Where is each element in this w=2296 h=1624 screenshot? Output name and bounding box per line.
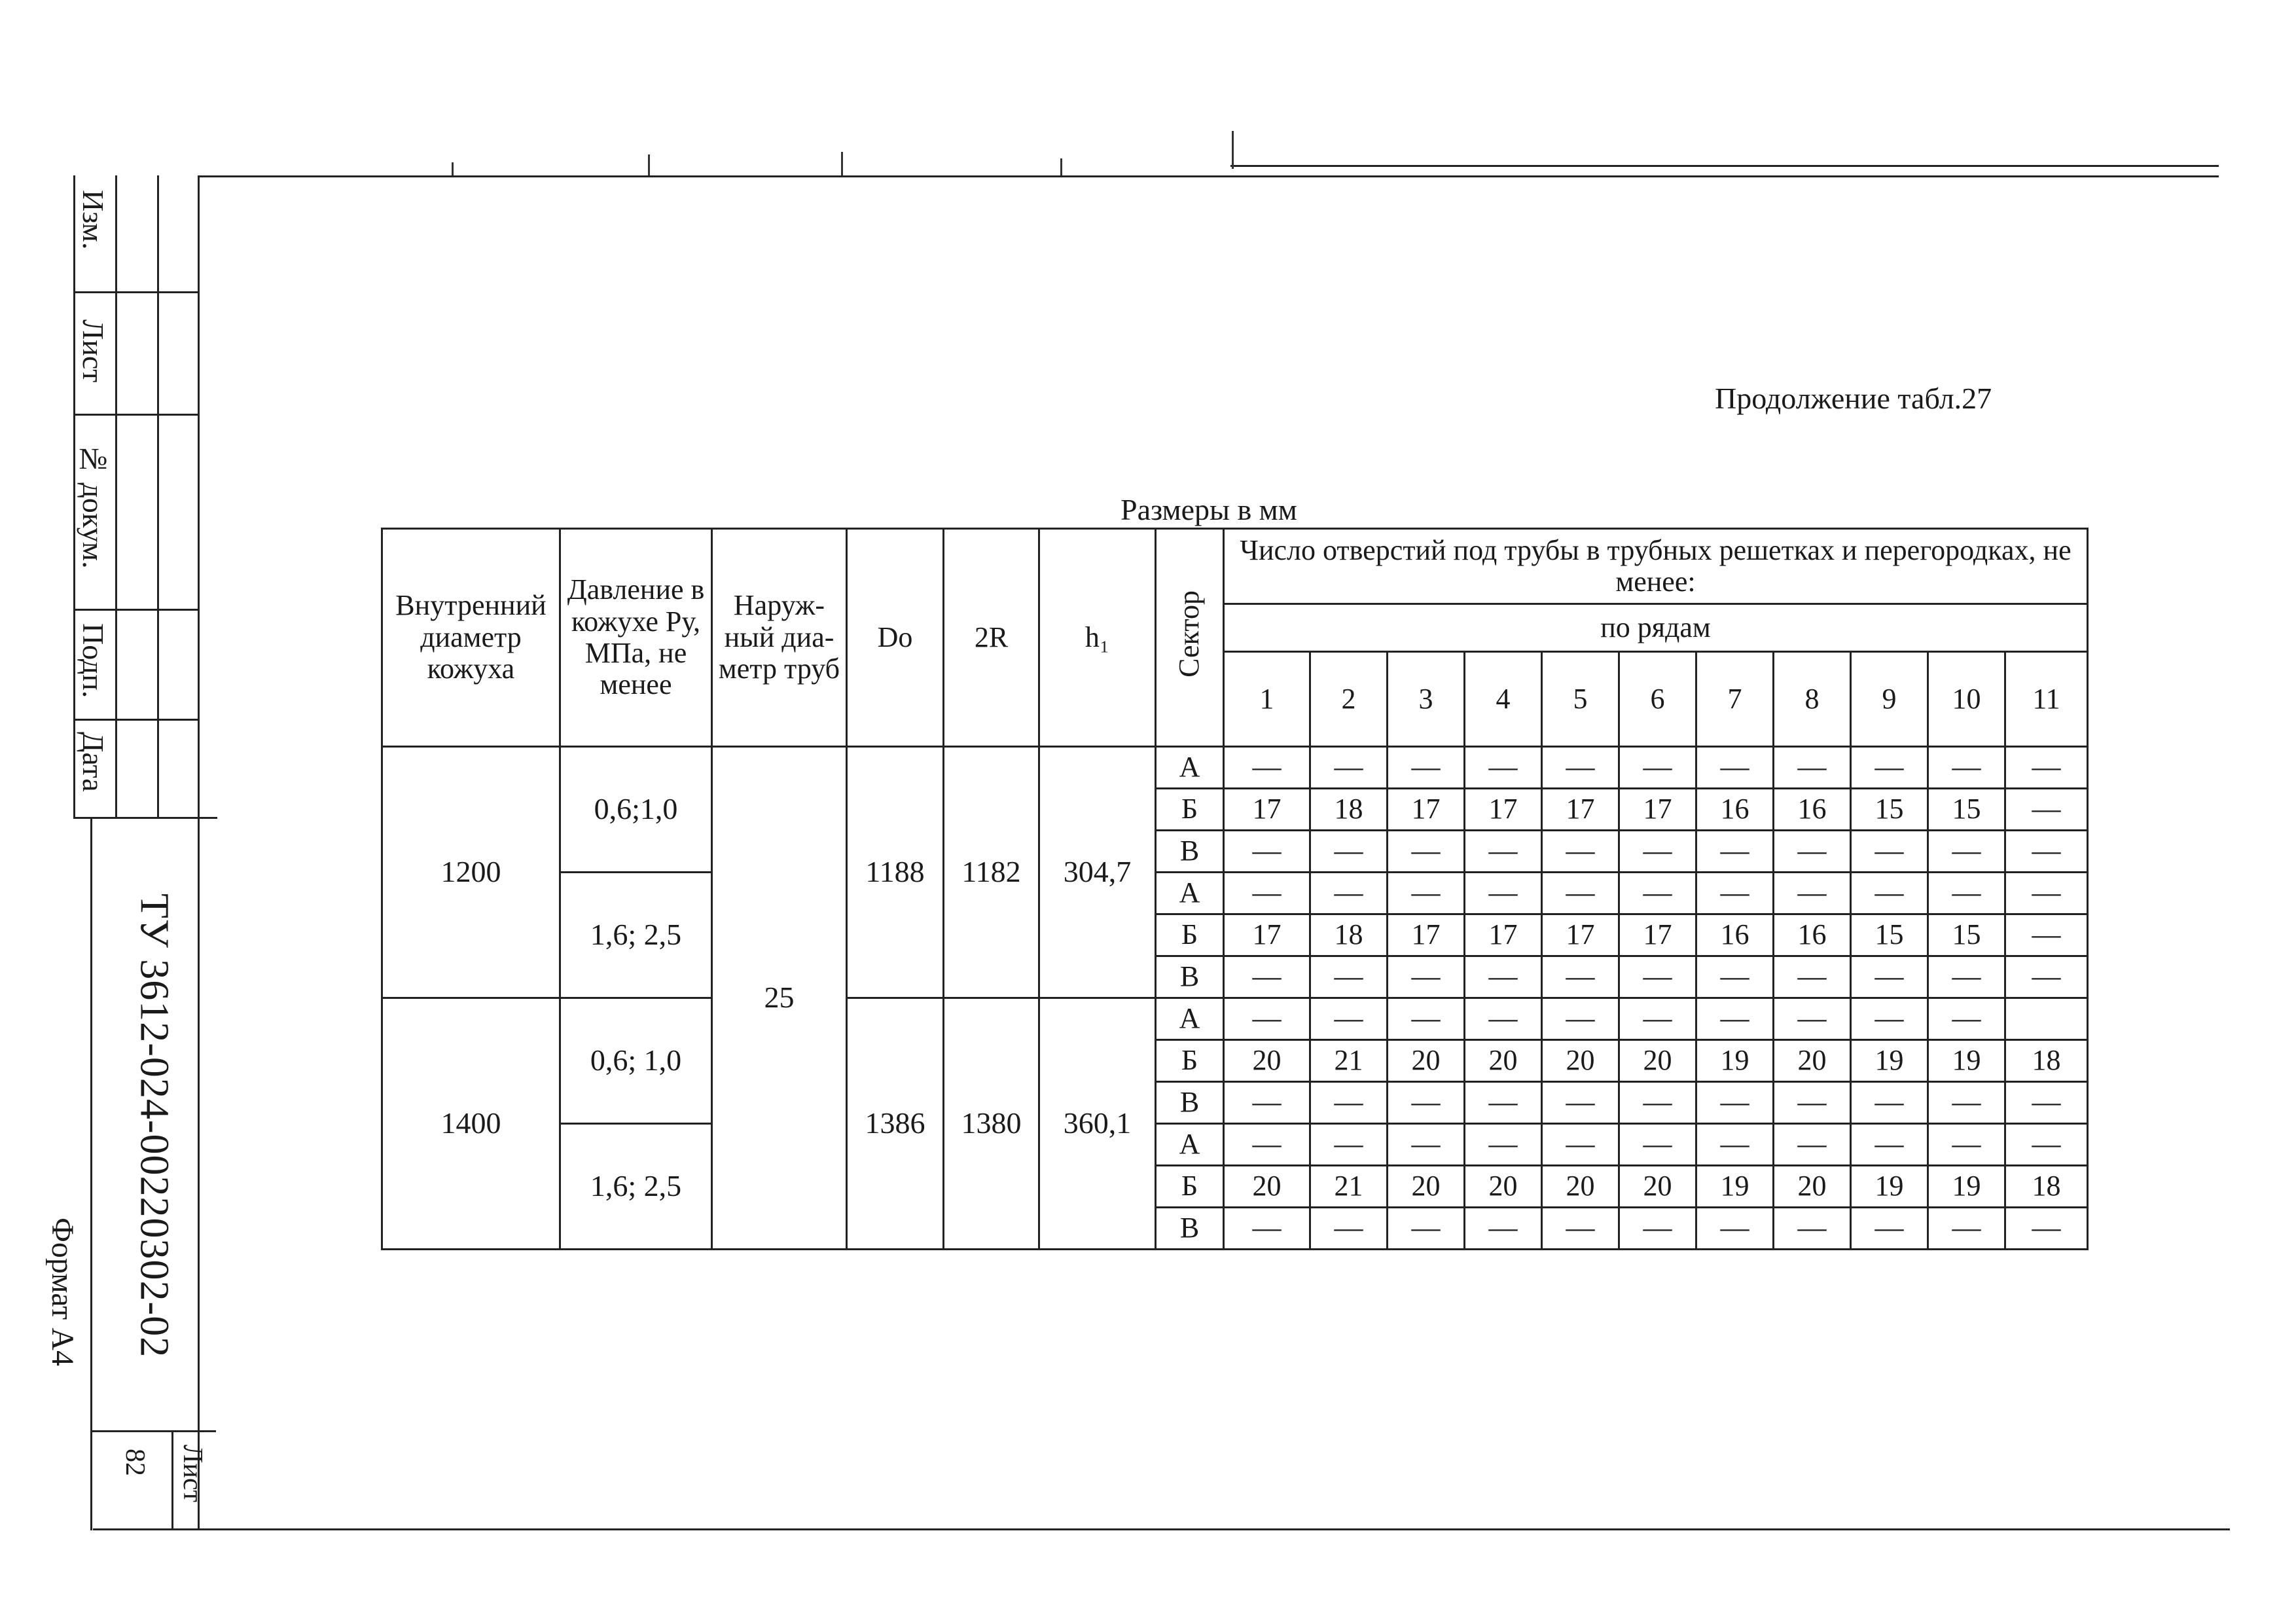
- cell-hole-count: 15: [1851, 914, 1928, 956]
- cell-hole-count: 17: [1465, 914, 1542, 956]
- cell-hole-count: —: [1542, 873, 1619, 914]
- cell-hole-count: —: [1465, 831, 1542, 873]
- cell-hole-count: —: [1696, 747, 1774, 789]
- stamp-row-sep: [73, 414, 198, 416]
- stamp-inner-col: [115, 175, 117, 817]
- cell-hole-count: —: [1465, 1208, 1542, 1250]
- cell-hole-count: —: [1928, 831, 2005, 873]
- cell-hole-count: 17: [1388, 914, 1465, 956]
- stamp-data-label: Дата: [77, 732, 110, 792]
- cell-hole-count: —: [1310, 747, 1388, 789]
- cell-hole-count: —: [1774, 873, 1851, 914]
- cell-hole-count: —: [1619, 873, 1696, 914]
- cell-hole-count: —: [1388, 998, 1465, 1040]
- cell-h1: 360,1: [1039, 998, 1156, 1250]
- table-continuation-caption: Продолжение табл.27: [1715, 382, 1992, 415]
- cell-sector: В: [1156, 1082, 1224, 1124]
- stamp-outer-left: [73, 175, 75, 817]
- cell-hole-count: —: [1851, 747, 1928, 789]
- cell-hole-count: 19: [1696, 1040, 1774, 1082]
- header-row-number: 9: [1851, 652, 1928, 747]
- cell-hole-count: —: [1465, 873, 1542, 914]
- cell-hole-count: —: [1696, 831, 1774, 873]
- frame-top-line-right: [1230, 165, 2219, 167]
- cell-hole-count: 15: [1928, 789, 2005, 831]
- header-row-number: 1: [1224, 652, 1310, 747]
- cell-hole-count: —: [1619, 1124, 1696, 1166]
- cell-hole-count: 15: [1928, 914, 2005, 956]
- spec-table: [381, 528, 2089, 1250]
- cell-hole-count: —: [1465, 747, 1542, 789]
- cell-hole-count: —: [1310, 998, 1388, 1040]
- cell-hole-count: 20: [1542, 1166, 1619, 1208]
- cell-hole-count: 20: [1465, 1040, 1542, 1082]
- cell-hole-count: 17: [1542, 789, 1619, 831]
- stamp-row-sep: [73, 719, 198, 721]
- cell-hole-count: —: [1928, 956, 2005, 998]
- header-row-number: 7: [1696, 652, 1774, 747]
- stamp-doc-label: № докум.: [77, 442, 110, 569]
- cell-hole-count: —: [1928, 1208, 2005, 1250]
- stamp-izm-label: Изм.: [77, 190, 110, 250]
- header-h1: h₁: [1039, 529, 1156, 747]
- top-tick: [452, 162, 454, 175]
- cell-hole-count: —: [1851, 1208, 1928, 1250]
- cell-hole-count: —: [1224, 831, 1310, 873]
- cell-hole-count: —: [2005, 789, 2088, 831]
- cell-hole-count: 19: [1851, 1166, 1928, 1208]
- stamp-cell-izm: [76, 190, 111, 253]
- cell-hole-count: —: [1619, 1082, 1696, 1124]
- cell-hole-count: —: [1619, 998, 1696, 1040]
- cell-hole-count: —: [1696, 956, 1774, 998]
- cell-hole-count: 20: [1619, 1166, 1696, 1208]
- top-tick: [1060, 158, 1062, 175]
- cell-hole-count: —: [1388, 956, 1465, 998]
- cell-hole-count: —: [1388, 873, 1465, 914]
- cell-hole-count: 19: [1851, 1040, 1928, 1082]
- cell-hole-count: 20: [1774, 1166, 1851, 1208]
- cell-inner-diameter: 1200: [382, 747, 560, 998]
- cell-sector: Б: [1156, 914, 1224, 956]
- cell-hole-count: —: [1310, 956, 1388, 998]
- cell-hole-count: —: [1774, 998, 1851, 1040]
- cell-hole-count: 18: [2005, 1166, 2088, 1208]
- header-row-number: 5: [1542, 652, 1619, 747]
- cell-hole-count: —: [1696, 1082, 1774, 1124]
- cell-hole-count: —: [1851, 998, 1928, 1040]
- cell-sector: Б: [1156, 789, 1224, 831]
- cell-hole-count: —: [1928, 873, 2005, 914]
- cell-hole-count: —: [1542, 998, 1619, 1040]
- header-row-number: 2: [1310, 652, 1388, 747]
- cell-hole-count: —: [2005, 747, 2088, 789]
- cell-hole-count: —: [1388, 1082, 1465, 1124]
- cell-hole-count: —: [1696, 1124, 1774, 1166]
- cell-hole-count: —: [1928, 747, 2005, 789]
- cell-hole-count: —: [1619, 747, 1696, 789]
- cell-hole-count: —: [1465, 1124, 1542, 1166]
- cell-pressure: 0,6;1,0: [560, 747, 712, 873]
- units-caption: Размеры в мм: [1121, 493, 1297, 526]
- header-by-rows: по рядам: [1224, 604, 2088, 652]
- cell-hole-count: —: [1542, 831, 1619, 873]
- table-row: [382, 998, 2088, 1040]
- cell-hole-count: 20: [1619, 1040, 1696, 1082]
- cell-do: 1188: [847, 747, 944, 998]
- top-tick: [1232, 131, 1234, 169]
- cell-hole-count: —: [1542, 1124, 1619, 1166]
- cell-hole-count: —: [1696, 1208, 1774, 1250]
- cell-sector: В: [1156, 956, 1224, 998]
- table-header: [382, 529, 2088, 747]
- cell-hole-count: 19: [1696, 1166, 1774, 1208]
- format-label: Формат А4: [45, 1218, 80, 1366]
- cell-hole-count: —: [1696, 998, 1774, 1040]
- cell-hole-count: 17: [1224, 914, 1310, 956]
- cell-hole-count: —: [1696, 873, 1774, 914]
- cell-hole-count: —: [1224, 998, 1310, 1040]
- frame-top-line: [198, 175, 2219, 177]
- cell-hole-count: —: [1774, 747, 1851, 789]
- table-row: [382, 747, 2088, 789]
- document-code: ТУ 3612-024-00220302-02: [132, 893, 177, 1358]
- cell-pressure: 1,6; 2,5: [560, 1124, 712, 1250]
- header-sector: [1156, 529, 1224, 747]
- cell-sector: А: [1156, 873, 1224, 914]
- cell-hole-count: 17: [1619, 914, 1696, 956]
- frame-bottom-line: [93, 1528, 2230, 1530]
- cell-hole-count: 21: [1310, 1040, 1388, 1082]
- sheet-number: 82: [120, 1449, 150, 1476]
- cell-hole-count: —: [1465, 1082, 1542, 1124]
- header-row-number: 4: [1465, 652, 1542, 747]
- cell-hole-count: —: [1310, 873, 1388, 914]
- stamp-row-sep: [73, 291, 198, 293]
- cell-hole-count: —: [1928, 1124, 2005, 1166]
- header-pressure: Давление в кожухе Ру, МПа, не менее: [560, 529, 712, 747]
- cell-hole-count: —: [1542, 956, 1619, 998]
- cell-hole-count: —: [1388, 831, 1465, 873]
- cell-hole-count: 18: [1310, 789, 1388, 831]
- cell-hole-count: —: [1542, 1208, 1619, 1250]
- cell-sector: Б: [1156, 1166, 1224, 1208]
- header-row-number: 8: [1774, 652, 1851, 747]
- cell-hole-count: 20: [1774, 1040, 1851, 1082]
- cell-hole-count: —: [1774, 1208, 1851, 1250]
- cell-hole-count: —: [1619, 1208, 1696, 1250]
- cell-hole-count: —: [1774, 831, 1851, 873]
- cell-hole-count: —: [1619, 956, 1696, 998]
- cell-hole-count: —: [1465, 998, 1542, 1040]
- cell-hole-count: 20: [1224, 1040, 1310, 1082]
- cell-hole-count: 19: [1928, 1166, 2005, 1208]
- header-sector-text: Сектор: [1173, 590, 1206, 678]
- cell-hole-count: —: [2005, 873, 2088, 914]
- cell-hole-count: —: [1851, 1124, 1928, 1166]
- document-code-block: [92, 818, 216, 1434]
- cell-hole-count: —: [1310, 1208, 1388, 1250]
- cell-hole-count: —: [1928, 998, 2005, 1040]
- cell-inner-diameter: 1400: [382, 998, 560, 1250]
- cell-hole-count: —: [1542, 1082, 1619, 1124]
- cell-hole-count: 20: [1465, 1166, 1542, 1208]
- cell-hole-count: 17: [1542, 914, 1619, 956]
- cell-hole-count: —: [1224, 956, 1310, 998]
- format-label-block: [45, 1218, 81, 1369]
- cell-hole-count: —: [1774, 1082, 1851, 1124]
- cell-hole-count: 20: [1388, 1040, 1465, 1082]
- cell-hole-count: 18: [1310, 914, 1388, 956]
- cell-hole-count: —: [1851, 956, 1928, 998]
- cell-hole-count: 20: [1388, 1166, 1465, 1208]
- header-2r: 2R: [944, 529, 1039, 747]
- cell-hole-count: —: [1224, 747, 1310, 789]
- cell-hole-count: —: [1224, 1082, 1310, 1124]
- cell-hole-count: —: [1388, 1124, 1465, 1166]
- cell-hole-count: —: [1224, 1208, 1310, 1250]
- header-row-number: 10: [1928, 652, 2005, 747]
- cell-hole-count: —: [1310, 831, 1388, 873]
- cell-hole-count: 17: [1388, 789, 1465, 831]
- stamp-row-sep: [73, 609, 198, 611]
- cell-hole-count: —: [1851, 831, 1928, 873]
- header-holes: Число отверстий под трубы в трубных решетках и перегородках, не менее:: [1224, 529, 2088, 604]
- cell-sector: А: [1156, 998, 1224, 1040]
- stamp-cell-list: [76, 319, 111, 386]
- stamp-list-label: Лист: [77, 319, 110, 383]
- header-row-number: 3: [1388, 652, 1465, 747]
- cell-hole-count: —: [1851, 873, 1928, 914]
- header-row-number: 11: [2005, 652, 2088, 747]
- cell-hole-count: —: [1310, 1124, 1388, 1166]
- cell-hole-count: —: [1774, 1124, 1851, 1166]
- cell-two-r: 1380: [944, 998, 1039, 1250]
- cell-hole-count: —: [1851, 1082, 1928, 1124]
- cell-hole-count: —: [2005, 1082, 2088, 1124]
- cell-hole-count: 17: [1465, 789, 1542, 831]
- cell-hole-count: —: [2005, 831, 2088, 873]
- top-tick: [841, 152, 843, 175]
- cell-hole-count: 21: [1310, 1166, 1388, 1208]
- header-outer-diameter: Наруж-ный диа-метр труб: [712, 529, 847, 747]
- cell-hole-count: 15: [1851, 789, 1928, 831]
- cell-hole-count: —: [1388, 747, 1465, 789]
- cell-sector: Б: [1156, 1040, 1224, 1082]
- cell-hole-count: 16: [1774, 914, 1851, 956]
- table-row: [382, 1124, 2088, 1166]
- cell-hole-count: —: [2005, 1124, 2088, 1166]
- cell-hole-count: —: [1388, 1208, 1465, 1250]
- cell-hole-count: 17: [1619, 789, 1696, 831]
- stamp-cell-data: [76, 732, 111, 795]
- cell-hole-count: —: [1224, 873, 1310, 914]
- stamp-cell-podp: [76, 623, 111, 701]
- cell-hole-count: 20: [1542, 1040, 1619, 1082]
- cell-sector: А: [1156, 1124, 1224, 1166]
- cell-hole-count: —: [1224, 1124, 1310, 1166]
- stamp-cell-doc: [76, 442, 111, 572]
- cell-hole-count: 17: [1224, 789, 1310, 831]
- cell-hole-count: —: [1465, 956, 1542, 998]
- header-do: Do: [847, 529, 944, 747]
- cell-hole-count: 19: [1928, 1040, 2005, 1082]
- cell-sector: В: [1156, 831, 1224, 873]
- cell-hole-count: 16: [1696, 789, 1774, 831]
- cell-hole-count: [2005, 998, 2088, 1040]
- cell-pressure: 0,6; 1,0: [560, 998, 712, 1124]
- cell-hole-count: —: [2005, 914, 2088, 956]
- cell-hole-count: —: [1542, 747, 1619, 789]
- cell-hole-count: —: [1774, 956, 1851, 998]
- top-tick: [648, 154, 650, 175]
- cell-two-r: 1182: [944, 747, 1039, 998]
- cell-sector: А: [1156, 747, 1224, 789]
- header-row-number: 6: [1619, 652, 1696, 747]
- cell-h1: 304,7: [1039, 747, 1156, 998]
- cell-outer-diameter: 25: [712, 747, 847, 1250]
- cell-sector: В: [1156, 1208, 1224, 1250]
- cell-hole-count: —: [1619, 831, 1696, 873]
- cell-pressure: 1,6; 2,5: [560, 873, 712, 998]
- cell-hole-count: 16: [1696, 914, 1774, 956]
- cell-hole-count: —: [1310, 1082, 1388, 1124]
- table-body: [382, 747, 2088, 1250]
- cell-do: 1386: [847, 998, 944, 1250]
- stamp-podp-label: Подп.: [77, 623, 110, 698]
- cell-hole-count: —: [1928, 1082, 2005, 1124]
- cell-hole-count: 16: [1774, 789, 1851, 831]
- cell-hole-count: 20: [1224, 1166, 1310, 1208]
- table-row: [382, 873, 2088, 914]
- stamp-inner-col: [157, 175, 159, 817]
- cell-hole-count: —: [2005, 1208, 2088, 1250]
- sheet-label: Лист: [177, 1445, 207, 1502]
- header-inner-diameter: Внутренний диаметр кожуха: [382, 529, 560, 747]
- sheet-number-box: [93, 1430, 216, 1528]
- cell-hole-count: 18: [2005, 1040, 2088, 1082]
- cell-hole-count: —: [2005, 956, 2088, 998]
